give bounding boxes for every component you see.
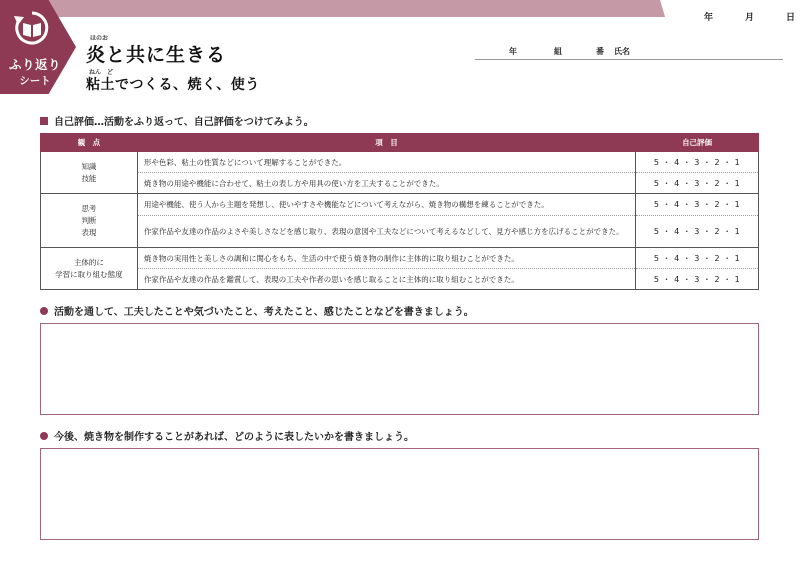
reflection-heading xyxy=(40,303,474,318)
table-row xyxy=(41,173,759,194)
badge-label: ふり返り xyxy=(8,57,61,72)
page-title: 炎と共に生きる xyxy=(86,44,227,66)
table-row xyxy=(41,216,759,248)
table-row xyxy=(41,269,759,290)
date-month-label: 月 xyxy=(744,13,754,23)
item-text: 作家作品や友達の作品のよさや美しさなどを感じ取り、表現の意図や工夫などについて考えるなどして、見方や感じ方を広げることができた。 xyxy=(137,216,635,248)
circle-bullet-icon xyxy=(40,432,48,440)
class-label: 組 xyxy=(554,47,562,56)
self-eval-table xyxy=(40,133,759,290)
rating-scale[interactable]: 5 ・ 4 ・ 3 ・ 2 ・ 1 xyxy=(636,152,759,173)
item-text: 焼き物の実用性と美しさの調和に関心をもち、生活の中で使う焼き物の制作に主体的に取り組むことができた。 xyxy=(137,248,635,269)
self-eval-heading xyxy=(40,113,314,128)
future-heading-text: 今後、焼き物を制作することがあれば、どのように表したいかを書きましょう。 xyxy=(54,432,414,443)
item-text: 用途や機能、使う人から主題を発想し、使いやすさや機能などについて考えながら、焼き物の構想を練ることができた。 xyxy=(137,194,635,216)
table-row xyxy=(41,152,759,173)
category-knowledge: 知識 技能 xyxy=(41,152,138,194)
item-text: 形や色彩、粘土の性質などについて理解することができた。 xyxy=(137,152,635,173)
square-bullet-icon xyxy=(40,117,48,125)
date-row xyxy=(690,10,795,23)
col-rating: 自己評価 xyxy=(636,134,759,152)
col-item: 項 目 xyxy=(137,134,635,152)
rating-scale[interactable]: 5 ・ 4 ・ 3 ・ 2 ・ 1 xyxy=(636,248,759,269)
reflection-write-area[interactable] xyxy=(40,323,759,415)
rating-scale[interactable]: 5 ・ 4 ・ 3 ・ 2 ・ 1 xyxy=(636,269,759,290)
rating-scale[interactable]: 5 ・ 4 ・ 3 ・ 2 ・ 1 xyxy=(636,216,759,248)
self-eval-heading-text: 自己評価…活動をふり返って、自己評価をつけてみよう。 xyxy=(54,117,314,128)
date-day-label: 日 xyxy=(785,13,795,23)
badge-sublabel: シート xyxy=(19,75,51,87)
category-thinking: 思考 判断 表現 xyxy=(41,194,138,248)
col-viewpoint: 観 点 xyxy=(41,134,138,152)
book-refresh-icon xyxy=(12,8,52,48)
item-text: 作家作品や友達の作品を鑑賞して、表現の工夫や作者の思いを感じ取ることに主体的に取り組むことができた。 xyxy=(137,269,635,290)
future-heading xyxy=(40,428,414,443)
reflection-heading-text: 活動を通して、工夫したことや気づいたこと、考えたこと、感じたことなどを書きましょう。 xyxy=(54,307,474,318)
rating-scale[interactable]: 5 ・ 4 ・ 3 ・ 2 ・ 1 xyxy=(636,173,759,194)
date-year-label: 年 xyxy=(704,13,714,23)
page-subtitle: 粘土でつくる、焼く、使う xyxy=(86,77,260,93)
grade-label: 年 xyxy=(509,47,517,56)
title-ruby: ほのお xyxy=(90,35,109,42)
item-text: 焼き物の用途や機能に合わせて、粘土の表し方や用具の使い方を工夫することができた。 xyxy=(137,173,635,194)
table-row xyxy=(41,194,759,216)
rating-scale[interactable]: 5 ・ 4 ・ 3 ・ 2 ・ 1 xyxy=(636,194,759,216)
table-header-row xyxy=(41,134,759,152)
subtitle-ruby: ねん ど xyxy=(89,69,114,76)
name-label: 氏名 xyxy=(614,47,630,56)
category-attitude: 主体的に 学習に取り組む態度 xyxy=(41,248,138,290)
future-write-area[interactable] xyxy=(40,448,759,540)
number-label: 番 xyxy=(596,47,604,56)
table-row xyxy=(41,248,759,269)
student-info-line[interactable] xyxy=(475,46,783,60)
circle-bullet-icon xyxy=(40,307,48,315)
